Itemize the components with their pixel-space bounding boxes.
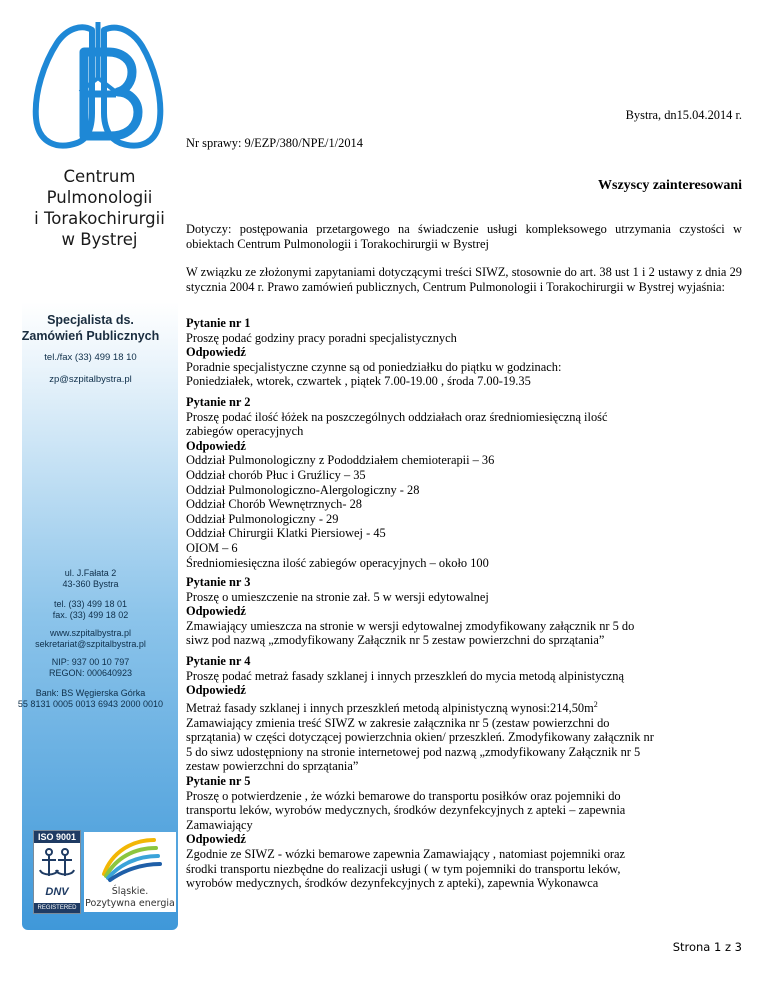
answer-first-text: Metraż fasady szklanej i innych przeszkleń metodą alpinistyczną wynosi:214,50m xyxy=(186,700,594,715)
answer-line: Oddział Pulmonologiczny z Pododdziałem chemioterapii – 36 xyxy=(186,453,495,468)
answer-line: Oddział Pulmonologiczny - 29 xyxy=(186,511,339,526)
answer-line: Oddział Pulmonologiczno-Alergologiczny - 28 xyxy=(186,482,420,497)
specialist-email[interactable]: zp@szpitalbystra.pl xyxy=(49,374,132,385)
answer-label: Odpowiedź xyxy=(186,438,246,453)
question-title: Pytanie nr 3 xyxy=(186,575,251,589)
specialist-title-line: Specjalista ds. xyxy=(47,313,134,327)
recipient: Wszyscy zainteresowani xyxy=(598,178,742,193)
question-text: Proszę podać ilość łóżek na poszczególnych oddziałach oraz średniomiesięczną ilość xyxy=(186,409,608,424)
specialist-title-line: Zamówień Publicznych xyxy=(21,329,160,343)
org-name-line: i Torakochirurgii xyxy=(34,209,165,228)
superscript-2: 2 xyxy=(593,699,598,709)
dnv-label: DNV xyxy=(45,886,69,898)
answer-line: zestaw powierzchni do sprzątania” xyxy=(186,759,359,774)
question-text: zabiegów operacyjnych xyxy=(186,424,304,439)
specialist-title xyxy=(0,312,181,344)
fax-line: fax. (33) 499 18 02 xyxy=(52,610,129,620)
address-block xyxy=(0,568,181,590)
web-contact-block xyxy=(0,628,181,650)
lungs-b-logo xyxy=(22,18,174,158)
letter-body xyxy=(186,0,742,994)
phone-fax-block xyxy=(0,599,181,621)
answer-line: Poniedziałek, wtorek, czwartek , piątek 7.00-19.00 , środa 7.00-19.35 xyxy=(186,374,531,389)
slaskie-text xyxy=(84,886,176,910)
question-text: Proszę podać godziny pracy poradni specjalistycznych xyxy=(186,330,457,345)
answer-line: wyrobów medycznych, środków dezynfekcyjnych z apteki), zapewnia Wykonawca xyxy=(186,876,599,891)
page-number: Strona 1 z 3 xyxy=(672,940,742,954)
answer-line: Oddział chorób Płuc i Gruźlicy – 35 xyxy=(186,467,366,482)
nip-line: NIP: 937 00 10 797 xyxy=(51,657,130,667)
answer-label: Odpowiedź xyxy=(186,604,246,619)
answer-line: 5 do siwz udostępniony na stronie internetowej pod nazwą „zmodyfikowany Załącznik nr 5 xyxy=(186,744,641,759)
question-title: Pytanie nr 2 xyxy=(186,395,251,409)
intro-paragraph: W związku ze złożonymi zapytaniami dotyczącymi treści SIWZ, stosownie do art. 38 ust 1 i 2 ustawy z dnia 29 stycznia 2004 r. Prawo zamówień publicznych, Centrum Pulmonologii i Torakochirurgii w Bystrej wyjaśnia: xyxy=(186,265,742,294)
phone-line: tel. (33) 499 18 01 xyxy=(53,599,128,609)
letter-date: Bystra, dn15.04.2014 r. xyxy=(625,108,742,122)
answer-line: Zamawiający zmienia treść SIWZ w zakresie załącznika nr 5 (zestaw powierzchni do xyxy=(186,715,610,730)
iso-label: ISO 9001 xyxy=(34,831,80,843)
answer-label: Odpowiedź xyxy=(186,683,246,698)
slaskie-swoosh-icon xyxy=(84,832,176,884)
account-line: 55 8131 0005 0013 6943 2000 0010 xyxy=(17,699,164,709)
question-title: Pytanie nr 4 xyxy=(186,654,251,668)
answer-line: Oddział Chirurgii Klatki Piersiowej - 45 xyxy=(186,526,386,541)
question-text: Zamawiający xyxy=(186,817,253,832)
answer-line: Zmawiający umieszcza na stronie w wersji edytowalnej zmodyfikowany załącznik nr 5 do xyxy=(186,618,635,633)
case-number: Nr sprawy: 9/EZP/380/NPE/1/2014 xyxy=(186,136,363,150)
question-text: transportu leków, wyrobów medycznych, środków dezynfekcyjnych z apteki – zapewnia xyxy=(186,803,626,818)
sidebar xyxy=(0,0,181,994)
answer-line: Średniomiesięczna ilość zabiegów operacyjnych – około 100 xyxy=(186,555,489,570)
answer-line: Poradnie specjalistyczne czynne są od poniedziałku do piątku w godzinach: xyxy=(186,359,562,374)
subject-paragraph: Dotyczy: postępowania przetargowego na świadczenie usługi kompleksowego utrzymania czystości w obiektach Centrum Pulmonologii i Torakochirurgii w Bystrej xyxy=(186,222,742,251)
anchor-icon xyxy=(34,844,80,884)
answer-line: Oddział Chorób Wewnętrznych- 28 xyxy=(186,497,362,512)
answer-label: Odpowiedź xyxy=(186,832,246,847)
regon-line: REGON: 000640923 xyxy=(48,668,133,678)
answer-line: OIOM – 6 xyxy=(186,540,238,555)
tax-ids-block xyxy=(0,657,181,679)
org-name-line: Pulmonologii xyxy=(46,188,153,207)
question-block-2 xyxy=(186,395,742,570)
question-title: Pytanie nr 1 xyxy=(186,316,251,330)
question-text: Proszę o umieszczenie na stronie zał. 5 w wersji edytowalnej xyxy=(186,589,489,604)
question-text: Proszę o potwierdzenie , że wózki bemarowe do transportu posiłków oraz pojemniki do xyxy=(186,788,621,803)
website-link[interactable]: www.szpitalbystra.pl xyxy=(49,628,132,638)
answer-line: środki transportu niezbędne do realizacji usługi ( w tym pojemniki do transportu leków, xyxy=(186,861,621,876)
org-name-line: Centrum xyxy=(63,167,136,186)
bank-line: Bank: BS Węgierska Górka xyxy=(35,688,146,698)
bank-block xyxy=(0,688,181,710)
secretariat-email[interactable]: sekretariat@szpitalbystra.pl xyxy=(35,639,146,649)
answer-line: siwz pod nazwą „zmodyfikowany Załącznik nr 5 zestaw powierzchni do sprzątania” xyxy=(186,633,605,648)
specialist-phone: tel./fax (33) 499 18 10 xyxy=(44,352,137,363)
address-line: ul. J.Fałata 2 xyxy=(64,568,117,578)
question-block-3 xyxy=(186,575,742,648)
answer-line: sprzątania) w części dotyczącej powierzchnia okien/ przeszkleń. Zmodyfikowany załącznik nr xyxy=(186,730,654,745)
iso-9001-badge xyxy=(33,830,81,914)
question-block-4 xyxy=(186,654,742,774)
organization-name xyxy=(22,166,177,250)
slaskie-line: Pozytywna energia xyxy=(85,898,175,909)
answer-line xyxy=(186,698,742,716)
question-text: Proszę podać metraż fasady szklanej i innych przeszkleń do mycia metodą alpinistyczną xyxy=(186,668,624,683)
question-title: Pytanie nr 5 xyxy=(186,774,251,788)
address-line: 43-360 Bystra xyxy=(62,579,119,589)
question-block-1 xyxy=(186,316,742,389)
org-name-line: w Bystrej xyxy=(61,230,138,249)
slaskie-line: Śląskie. xyxy=(111,886,149,897)
question-block-5 xyxy=(186,774,742,891)
slaskie-logo xyxy=(84,832,176,912)
answer-line: Zgodnie ze SIWZ - wózki bemarowe zapewnia Zamawiający , natomiast pojemniki oraz xyxy=(186,846,626,861)
answer-label: Odpowiedź xyxy=(186,345,246,360)
registered-label: REGISTERED xyxy=(34,903,80,913)
